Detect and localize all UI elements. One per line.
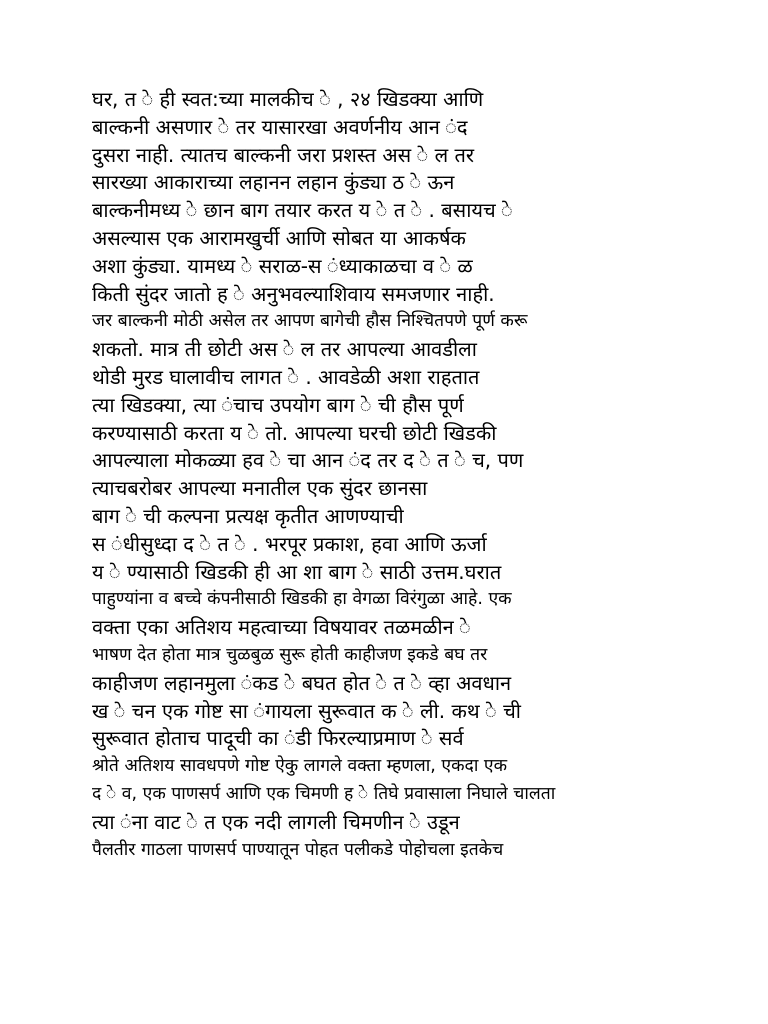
text-line: ख े चन एक गोष्ट सा ंगायला सुरूवात क े ली. कथ े ची [92,698,521,723]
text-line: थोडी मुरड घालावीच लागत े . आवडेळी अशा राहतात [92,364,480,389]
text-line: दुसरा नाही. त्यातच बाल्कनी जरा प्रशस्त अस े ल तर [92,142,475,167]
text-line: भाषण देत होता मात्र चुळबुळ सुरू होती काहीजण इकडे बघ तर [92,644,488,665]
text-line: काहीजण लहानमुला ंकड े बघत होत े त े व्हा अवधान [92,670,512,695]
text-line: सारख्या आकाराच्या लहानन लहान कुंड्या ठ े ऊन [92,170,455,195]
text-line: सुरूवात होताच पादूची का ंडी फिरल्याप्रमाण े सर्व [92,726,464,751]
text-line: बाग े ची कल्पना प्रत्यक्ष कृतीत आणण्याची [92,503,404,528]
text-line: आपल्याला मोकळ्या हव े चा आन ंद तर द े त े च, पण [92,448,524,473]
text-line: द े व, एक पाणसर्प आणि एक चिमणी ह े तिघे प्रवासाला निघाले चालता [92,783,556,804]
text-line: य े ण्यासाठी खिडकी ही आ शा बाग े साठी उत्तम.घरात [92,559,502,584]
text-line: श्रोते अतिशय सावधपणे गोष्ट ऐकु लागले वक्ता म्हणला, एकदा एक [92,756,508,777]
text-line: स ंधीसुध्दा द े त े . भरपूर प्रकाश, हवा आणि ऊर्जा [92,531,487,556]
text-line: पैलतीर गाठला पाणसर्प पाण्यातून पोहत पलीकडे पोहोचला इतकेच [92,839,504,860]
text-line: बाल्कनीमध्य े छान बाग तयार करत य े त े . बसायच े [92,198,513,223]
text-line: असल्यास एक आरामखुर्ची आणि सोबत या आकर्षक [92,225,466,250]
text-line: वक्ता एका अतिशय महत्वाच्या विषयावर तळमळीन े [92,615,471,640]
text-line: त्या खिडक्या, त्या ंचाच उपयोग बाग े ची हौस पूर्ण [92,392,464,417]
text-line: पाहुण्यांना व बच्चे कंपनीसाठी खिडकी हा वेगळा विरंगुळा आहे. एक [92,589,512,610]
text-line: जर बाल्कनी मोठी असेल तर आपण बागेची हौस निश्चितपणे पूर्ण करू [92,311,528,332]
document-body [92,86,692,864]
text-line: घर, त े ही स्वत:च्या मालकीच े , २४ खिडक्या आणि [92,87,484,111]
text-line: करण्यासाठी करता य े तो. आपल्या घरची छोटी खिडकी [92,420,497,445]
text-line: अशा कुंड्या. यामध्य े सराळ-स ंध्याकाळचा व े ळ [92,253,473,278]
text-line: बाल्कनी असणार े तर यासारखा अवर्णनीय आन ंद [92,114,468,139]
text-line: किती सुंदर जातो ह े अनुभवल्याशिवाय समजणार नाही. [92,281,495,306]
text-line: त्याचबरोबर आपल्या मनातील एक सुंदर छानसा [92,476,428,501]
text-line: शकतो. मात्र ती छोटी अस े ल तर आपल्या आवडीला [92,337,477,362]
text-line: त्या ंना वाट े त एक नदी लागली चिमणीन े उडून [92,809,460,834]
